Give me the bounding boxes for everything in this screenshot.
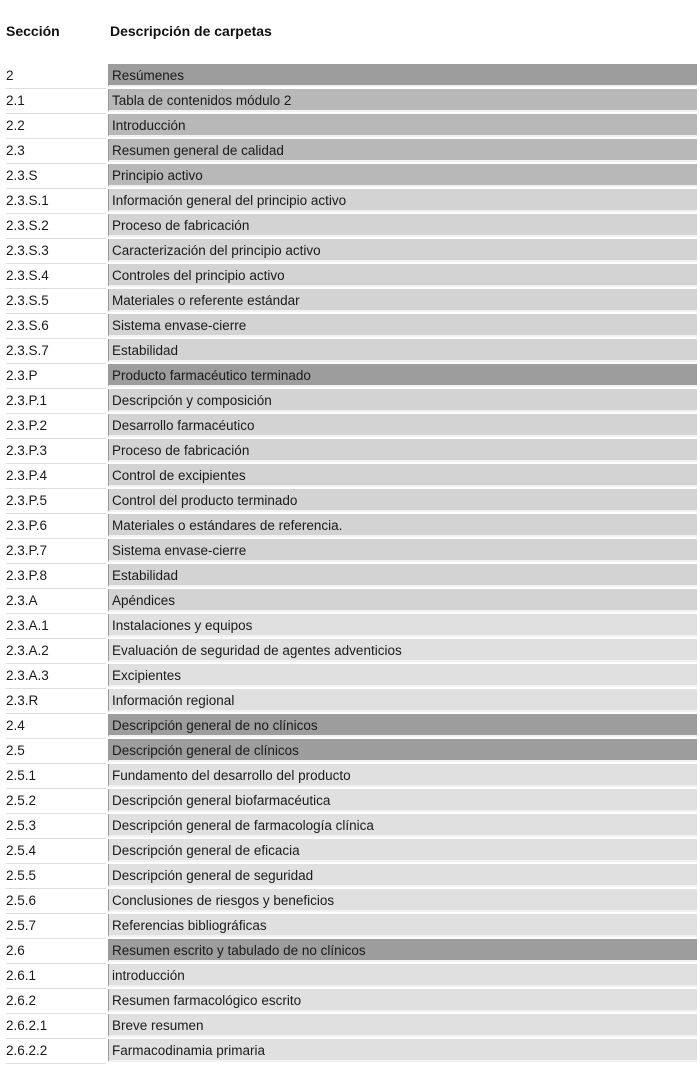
table-row: [0, 514, 700, 539]
folder-description: Información general del principio activo: [108, 189, 697, 212]
folder-description: Proceso de fabricación: [108, 439, 697, 462]
section-number: 2.3.A.2: [6, 639, 106, 664]
section-number: 2.3.S.5: [6, 289, 106, 314]
section-number: 2.3.A: [6, 589, 106, 614]
section-number: 2.3: [6, 139, 106, 164]
folder-description: Conclusiones de riesgos y beneficios: [108, 889, 697, 912]
table-row: [0, 189, 700, 214]
table-row: [0, 914, 700, 939]
folder-description: Proceso de fabricación: [108, 214, 697, 237]
section-number: 2.3.P.3: [6, 439, 106, 464]
section-number: 2.6.1: [6, 964, 106, 989]
table-row: [0, 489, 700, 514]
folder-description: Descripción general de eficacia: [108, 839, 697, 862]
folder-description: Controles del principio activo: [108, 264, 697, 287]
table-row: [0, 689, 700, 714]
table-row: [0, 814, 700, 839]
folder-description: Descripción general de clínicos: [108, 739, 697, 762]
section-number: 2.3.S: [6, 164, 106, 189]
folder-description: Sistema envase-cierre: [108, 314, 697, 337]
table-row: [0, 889, 700, 914]
folder-description: Desarrollo farmacéutico: [108, 414, 697, 437]
folder-description: Fundamento del desarrollo del producto: [108, 764, 697, 787]
table-row: [0, 739, 700, 764]
folder-description: Resumen general de calidad: [108, 139, 697, 162]
folder-description: Breve resumen: [108, 1014, 697, 1037]
folder-description: Resúmenes: [108, 64, 697, 87]
section-number: 2.3.A.3: [6, 664, 106, 689]
section-number: 2.3.S.1: [6, 189, 106, 214]
section-number: 2.6: [6, 939, 106, 964]
table-row: [0, 839, 700, 864]
section-number: 2.3.P.7: [6, 539, 106, 564]
section-number: 2.5.7: [6, 914, 106, 939]
folder-description: Principio activo: [108, 164, 697, 187]
folder-description: Materiales o estándares de referencia.: [108, 514, 697, 537]
section-number: 2.6.2.2: [6, 1039, 106, 1064]
section-number: 2.6.2.1: [6, 1014, 106, 1039]
header-section: Sección: [6, 23, 60, 39]
table-row: [0, 414, 700, 439]
table-row: [0, 589, 700, 614]
table-row: [0, 789, 700, 814]
table-row: [0, 89, 700, 114]
section-number: 2.5.4: [6, 839, 106, 864]
section-number: 2.5.3: [6, 814, 106, 839]
table-row: [0, 214, 700, 239]
table-row: [0, 539, 700, 564]
section-number: 2.2: [6, 114, 106, 139]
section-number: 2.1: [6, 89, 106, 114]
section-number: 2.5.2: [6, 789, 106, 814]
folder-description: Tabla de contenidos módulo 2: [108, 89, 697, 112]
section-number: 2.3.S.4: [6, 264, 106, 289]
folder-description: Descripción y composición: [108, 389, 697, 412]
folder-description: Caracterización del principio activo: [108, 239, 697, 262]
table-row: [0, 364, 700, 389]
table-row: [0, 964, 700, 989]
folder-description: Control del producto terminado: [108, 489, 697, 512]
section-number: 2.5: [6, 739, 106, 764]
section-number: 2.3.S.2: [6, 214, 106, 239]
section-number: 2.3.P: [6, 364, 106, 389]
table-row: [0, 639, 700, 664]
folder-description: Producto farmacéutico terminado: [108, 364, 697, 387]
table-row: [0, 564, 700, 589]
table-row: [0, 64, 700, 89]
section-number: 2.5.1: [6, 764, 106, 789]
table-row: [0, 939, 700, 964]
table-row: [0, 614, 700, 639]
section-number: 2.3.P.5: [6, 489, 106, 514]
folder-description: Evaluación de seguridad de agentes adventicios: [108, 639, 697, 662]
section-number: 2.5.5: [6, 864, 106, 889]
folder-description: Introducción: [108, 114, 697, 137]
table-row: [0, 314, 700, 339]
folder-description: Resumen farmacológico escrito: [108, 989, 697, 1012]
table-row: [0, 289, 700, 314]
table-row: [0, 1014, 700, 1039]
folder-description: introducción: [108, 964, 697, 987]
table-row: [0, 114, 700, 139]
folder-description: Instalaciones y equipos: [108, 614, 697, 637]
table-row: [0, 339, 700, 364]
section-number: 2.3.P.6: [6, 514, 106, 539]
table-row: [0, 989, 700, 1014]
table-row: [0, 264, 700, 289]
section-number: 2.3.S.6: [6, 314, 106, 339]
folder-table: [0, 64, 700, 1064]
table-row: [0, 664, 700, 689]
section-number: 2.3.S.3: [6, 239, 106, 264]
table-row: [0, 239, 700, 264]
section-number: 2.3.P.1: [6, 389, 106, 414]
table-row: [0, 764, 700, 789]
section-number: 2.3.R: [6, 689, 106, 714]
folder-description: Control de excipientes: [108, 464, 697, 487]
folder-description: Información regional: [108, 689, 697, 712]
section-number: 2.3.A.1: [6, 614, 106, 639]
folder-description: Resumen escrito y tabulado de no clínicos: [108, 939, 697, 962]
folder-description: Sistema envase-cierre: [108, 539, 697, 562]
section-number: 2.3.P.4: [6, 464, 106, 489]
section-number: 2.3.P.2: [6, 414, 106, 439]
section-number: 2.3.P.8: [6, 564, 106, 589]
folder-description: Descripción general biofarmacéutica: [108, 789, 697, 812]
folder-description: Apéndices: [108, 589, 697, 612]
table-header: [0, 20, 700, 44]
header-description: Descripción de carpetas: [110, 23, 272, 39]
table-row: [0, 139, 700, 164]
table-row: [0, 1039, 700, 1064]
table-row: [0, 439, 700, 464]
folder-description: Descripción general de farmacología clínica: [108, 814, 697, 837]
section-number: 2: [6, 64, 106, 89]
table-row: [0, 464, 700, 489]
section-number: 2.4: [6, 714, 106, 739]
table-row: [0, 714, 700, 739]
folder-description: Materiales o referente estándar: [108, 289, 697, 312]
folder-description: Estabilidad: [108, 339, 697, 362]
table-row: [0, 864, 700, 889]
folder-description: Referencias bibliográficas: [108, 914, 697, 937]
folder-description: Estabilidad: [108, 564, 697, 587]
folder-description: Descripción general de seguridad: [108, 864, 697, 887]
section-number: 2.6.2: [6, 989, 106, 1014]
folder-description: Excipientes: [108, 664, 697, 687]
folder-description: Farmacodinamia primaria: [108, 1039, 697, 1062]
table-row: [0, 164, 700, 189]
section-number: 2.3.S.7: [6, 339, 106, 364]
section-number: 2.5.6: [6, 889, 106, 914]
table-row: [0, 389, 700, 414]
folder-description: Descripción general de no clínicos: [108, 714, 697, 737]
